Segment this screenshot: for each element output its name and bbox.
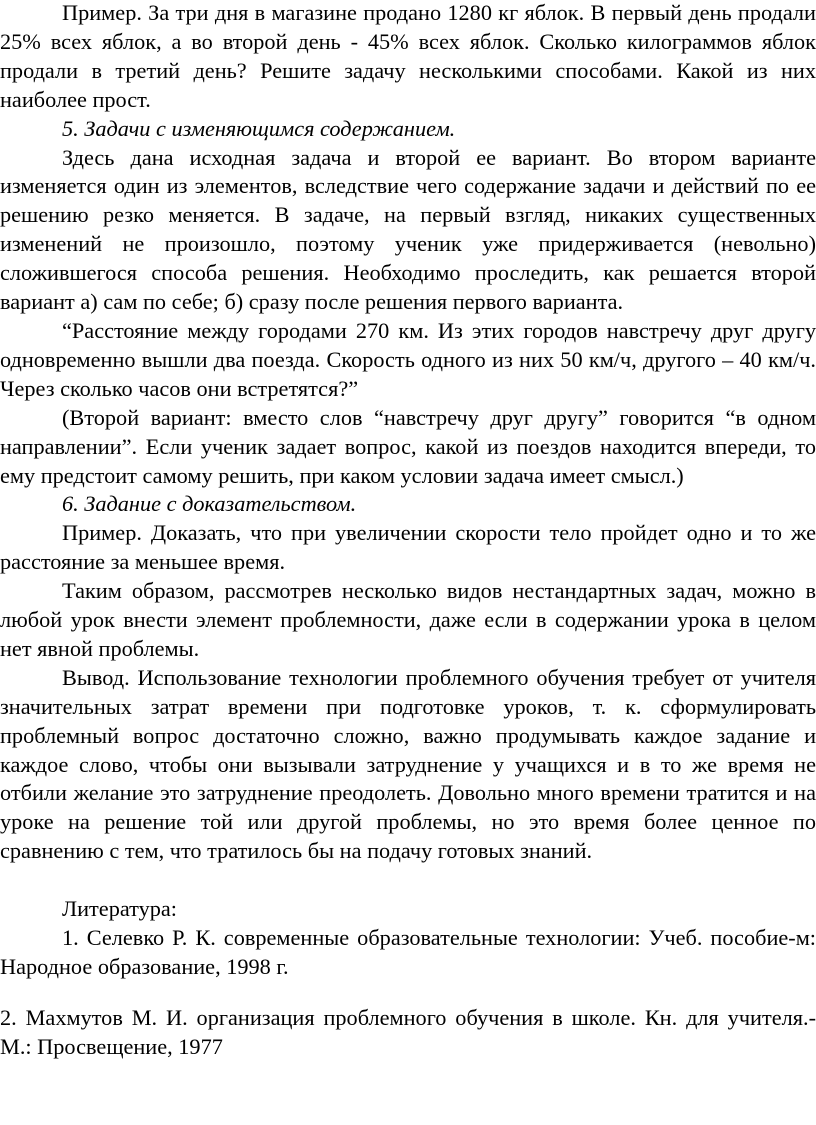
- paragraph-conclusion: Вывод. Использование технологии проблемного обучения требует от учителя значительных затрат времени при подготовке уроков, т. к. сформулировать проблемный вопрос достаточно сложно, важно продумывать каждое задание и каждое слово, чтобы они вызывали затруднение у учащихся и в то же время не отбили желание это затруднение преодолеть. Довольно много времени тратится и на уроке на решение той или другой проблемы, но это время более ценное по сравнению с тем, что тратилось бы на подачу готовых знаний.: [0, 664, 816, 864]
- reference-item-2: 2. Махмутов М. И. организация проблемного обучения в школе. Кн. для учителя.- М.: Просвещение, 1977: [0, 1004, 816, 1059]
- spacer: [0, 866, 816, 895]
- spacer: [0, 982, 816, 1004]
- section-5-heading: 5. Задачи с изменяющимся содержанием.: [62, 115, 456, 141]
- paragraph-trains-variant: (Второй вариант: вместо слов “навстречу друг другу” говорится “в одном направлении”. Если ученик задает вопрос, какой из поездов находится впереди, то ему предстоит самому решить, при каком условии задача имеет смысл.): [0, 404, 816, 488]
- paragraph-summary: Таким образом, рассмотрев несколько видов нестандартных задач, можно в любой урок внести элемент проблемности, даже если в содержании урока в целом нет явной проблемы.: [0, 578, 816, 661]
- paragraph-trains-problem: “Расстояние между городами 270 км. Из этих городов навстречу друг другу одновременно вышли два поезда. Скорость одного из них 50 км/ч, другого – 40 км/ч. Через сколько часов они встретятся?”: [0, 317, 816, 401]
- paragraph-section-6-example: Пример. Доказать, что при увеличении скорости тело пройдет одно и то же расстояние за меньшее время.: [0, 520, 816, 575]
- reference-item-1: 1. Селевко Р. К. современные образовательные технологии: Учеб. пособие-м: Народное образование, 1998 г.: [0, 925, 816, 979]
- paragraph-example-apples: Пример. За три дня в магазине продано 1280 кг яблок. В первый день продали 25% всех яблок, а во второй день - 45% всех яблок. Сколько килограммов яблок продали в третий день? Решите задачу несколькими способами. Какой из них наиболее прост.: [0, 0, 816, 112]
- references-title: Литература:: [62, 896, 178, 922]
- section-6-heading: 6. Задание с доказательством.: [62, 491, 357, 517]
- paragraph-section-5: Здесь дана исходная задача и второй ее вариант. Во втором варианте изменяется один из элементов, вследствие чего содержание задачи и действий по ее решению резко меняется. В задаче, на первый взгляд, никаких существенных изменений не произошло, поэтому ученик уже придерживается (невольно) сложившегося способа решения. Необходимо проследить, как решается второй вариант а) сам по себе; б) сразу после решения первого варианта.: [0, 144, 816, 315]
